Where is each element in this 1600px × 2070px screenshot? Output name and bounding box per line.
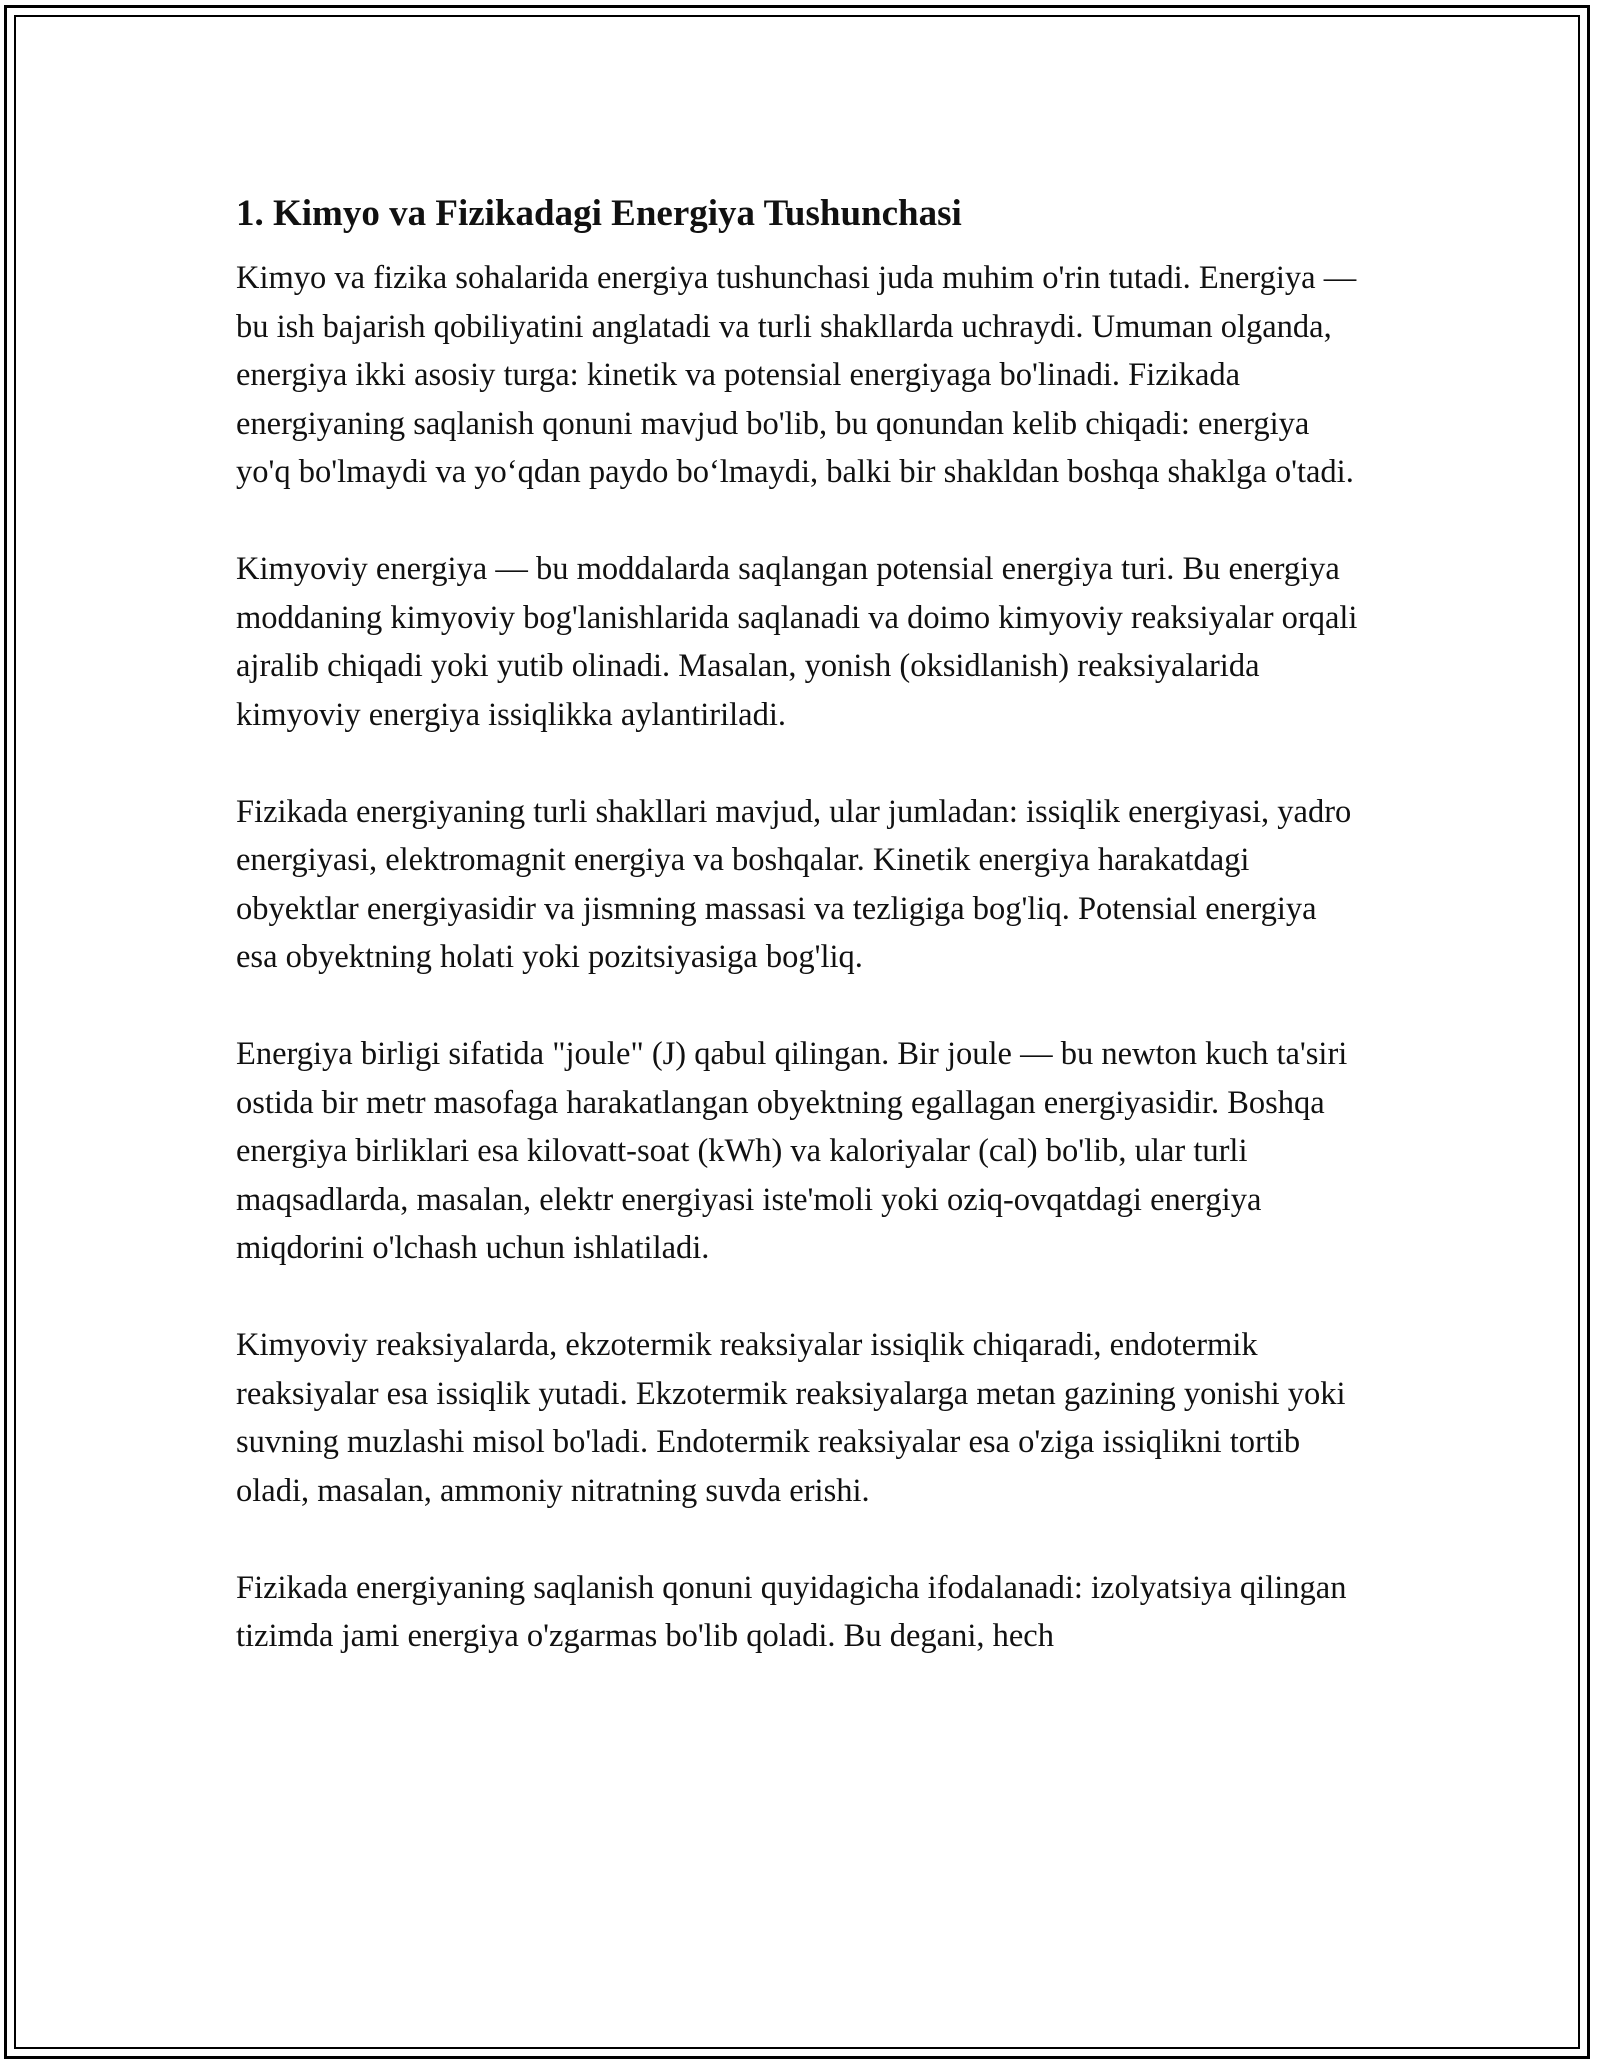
- paragraph-exo-endothermic: Kimyoviy reaksiyalarda, ekzotermik reaksiyalar issiqlik chiqaradi, endotermik reaksiyalar esa issiqlik yutadi. Ekzotermik reaksiyalarga metan gazining yonishi yoki suvning muzlashi misol bo'ladi. Endotermik reaksiyalar esa o'ziga issiqlikni tortib oladi, masalan, ammoniy nitratning suvda erishi.: [236, 1327, 1346, 1509]
- paragraph-conservation-law: Fizikada energiyaning saqlanish qonuni quyidagicha ifodalanadi: izolyatsiya qilingan tizimda jami energiya o'zgarmas bo'lib qoladi. Bu degani, hech: [236, 1569, 1347, 1654]
- paragraph-chemical-energy: Kimyoviy energiya — bu moddalarda saqlangan potensial energiya turi. Bu energiya moddaning kimyoviy bog'lanishlarida saqlanadi va doimo kimyoviy reaksiyalar orqali ajralib chiqadi yoki yutib olinadi. Masalan, yonish (oksidlanish) reaksiyalarida kimyoviy energiya issiqlikka aylantiriladi.: [236, 551, 1358, 733]
- paragraph-energy-forms: Fizikada energiyaning turli shakllari mavjud, ular jumladan: issiqlik energiyasi, yadro energiyasi, elektromagnit energiya va boshqalar. Kinetik energiya harakatdagi obyektlar energiyasidir va jismning massasi va tezligiga bog'liq. Potensial energiya esa obyektning holati yoki pozitsiyasiga bog'liq.: [236, 793, 1352, 975]
- section-heading: 1. Kimyo va Fizikadagi Energiya Tushunchasi: [236, 193, 962, 234]
- paragraph-energy-concept: Kimyo va fizika sohalarida energiya tushunchasi juda muhim o'rin tutadi. Energiya — bu ish bajarish qobiliyatini anglatadi va turli shakllarda uchraydi. Umuman olganda, energiya ikki asosiy turga: kinetik va potensial energiyaga bo'linadi. Fizikada energiyaning saqlanish qonuni mavjud bo'lib, bu qonundan kelib chiqadi: energiya yo'q bo'lmaydi va yo‘qdan paydo bo‘lmaydi, balki bir shakldan boshqa shaklga o'tadi.: [236, 260, 1357, 490]
- paragraph-energy-units: Energiya birligi sifatida "joule" (J) qabul qilingan. Bir joule — bu newton kuch ta'siri ostida bir metr masofaga harakatlangan obyektning egallagan energiyasidir. Boshqa energiya birliklari esa kilovatt-soat (kWh) va kaloriyalar (cal) bo'lib, ular turli maqsadlarda, masalan, elektr energiyasi iste'moli yoki oziq-ovqatdagi energiya miqdorini o'lchash uchun ishlatiladi.: [236, 1036, 1348, 1266]
- document-content: [236, 184, 1366, 1709]
